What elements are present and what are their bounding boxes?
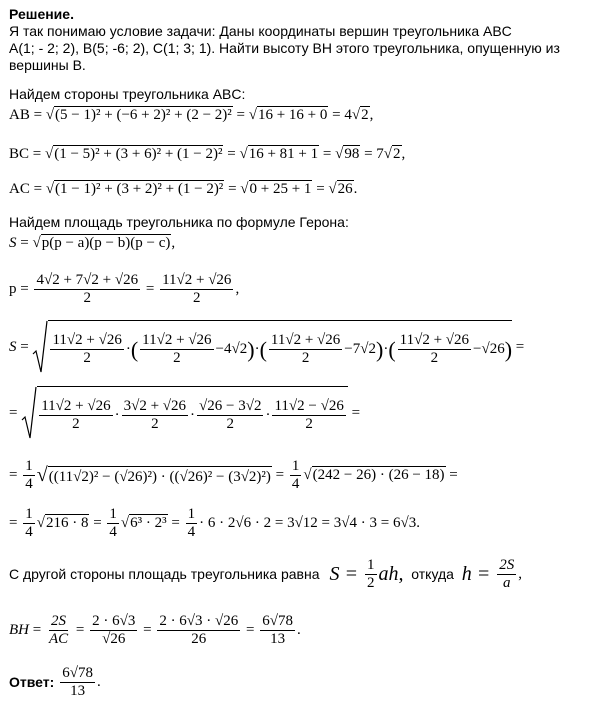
s-equation-3: = $\frac{1}{4}$ √((11√2)² − (√26)²) · ((√26)² − (3√2)²) = $\frac{1}{4}$ √(242 − 26) · (26 − 18) =	[9, 457, 458, 492]
p-equation: p = $\frac{4√2 + 7√2 + √26}{2}$ = $\frac{11√2 + √26}{2}$ ,	[9, 271, 240, 306]
heron-heading: Найдем площадь треугольника по формуле Герона:	[9, 214, 349, 230]
s2-big-radical: $\frac{11√2 + √26}{2}$ · $\frac{3√2 + √26}{2}$ · $\frac{√26 - 3√2}{2}$ · $\frac{11√2 - √26}{2}$	[21, 386, 348, 440]
answer: Ответ: $\frac{6√78}{13}$ .	[9, 664, 101, 699]
bc-equation: BC = √(1 − 5)² + (3 + 6)² + (1 − 2)² = √16 + 81 + 1 = √98 = 7√2 ,	[9, 145, 406, 162]
answer-value: $\frac{6√78}{13}$	[62, 664, 94, 699]
bc-radical: √(1 − 5)² + (3 + 6)² + (1 − 2)²	[44, 146, 223, 162]
intro-line-1: Я так понимаю условие задачи: Даны координаты вершин треугольника ABC	[9, 23, 512, 39]
ac-label: AC	[9, 180, 30, 197]
p-fraction-2: $\frac{11√2 + √26}{2}$	[162, 271, 232, 306]
ac-radical: √(1 − 1)² + (3 + 2)² + (1 − 2)²	[45, 181, 224, 197]
bc-label: BC	[9, 145, 30, 162]
s-equation-2: = $\frac{11√2 + √26}{2}$ · $\frac{3√2 + √26}{2}$ · $\frac{√26 - 3√2}{2}$ · $\frac{11√2 - √26}{2}$ =	[9, 386, 360, 440]
sides-heading: Найдем стороны треугольника ABC:	[9, 86, 246, 102]
heron-formula: S = √p(p − a)(p − b)(p − c) ,	[9, 234, 176, 251]
ab-label: AB	[9, 106, 30, 123]
ab-radical-2: √16 + 16 + 0	[248, 107, 328, 123]
p-fraction-1: $\frac{4√2 + 7√2 + √26}{2}$	[36, 271, 139, 306]
solution-heading: Решение.	[9, 6, 74, 22]
intro-line-3: вершины B.	[9, 57, 86, 73]
s-equation-1: S = $\frac{11√2 + √26}{2}$ · ( $\frac{11√2 + √26}{2}$ − 4√2 ) · ( $\frac{11√2 + √26}{2}$ − 7√2 ) · ( $\frac{11√2 + √26}{2}$ − √26 ) =	[9, 320, 524, 374]
bc-result: 7√2	[376, 146, 401, 162]
answer-label: Ответ:	[9, 674, 55, 690]
ab-result: 4√2	[344, 107, 369, 123]
ac-result: √26	[328, 181, 353, 197]
area-alt-formula: С другой стороны площадь треугольника равна S = $\frac{1}{2}$ ah, откуда h = $\frac{2S}{a}$ ,	[9, 556, 522, 591]
intro-line-2: A(1; - 2; 2), B(5; -6; 2), C(1; 3; 1). Найти высоту BH этого треугольника, опущенную из	[9, 40, 560, 56]
ac-equation: AC = √(1 − 1)² + (3 + 2)² + (1 − 2)² = √0 + 25 + 1 = √26 .	[9, 180, 358, 197]
s1-big-radical: $\frac{11√2 + √26}{2}$ · ( $\frac{11√2 + √26}{2}$ − 4√2 ) · ( $\frac{11√2 + √26}{2}$ − 7√2 ) · ( $\frac{11√2 + √26}{2}$ − √26 )	[32, 320, 512, 374]
bh-equation: BH = $\frac{2S}{AC}$ = $\frac{2 \cdot 6√3}{√26}$ = $\frac{2 \cdot 6√3 \cdot √26}{26}$ = $\frac{6√78}{13}$ .	[9, 612, 301, 647]
ab-radical: √(5 − 1)² + (−6 + 2)² + (2 − 2)²	[45, 107, 232, 123]
s-equation-4: = $\frac{1}{4}$ √216 · 8 = $\frac{1}{4}$ √6³ · 2³ = $\frac{1}{4}$ · 6 · 2√6 · 2 = 3√12 = 3√4 · 3 = 6√3.	[9, 505, 420, 540]
ab-equation: AB = √(5 − 1)² + (−6 + 2)² + (2 − 2)² = √16 + 16 + 0 = 4√2 ,	[9, 106, 374, 123]
